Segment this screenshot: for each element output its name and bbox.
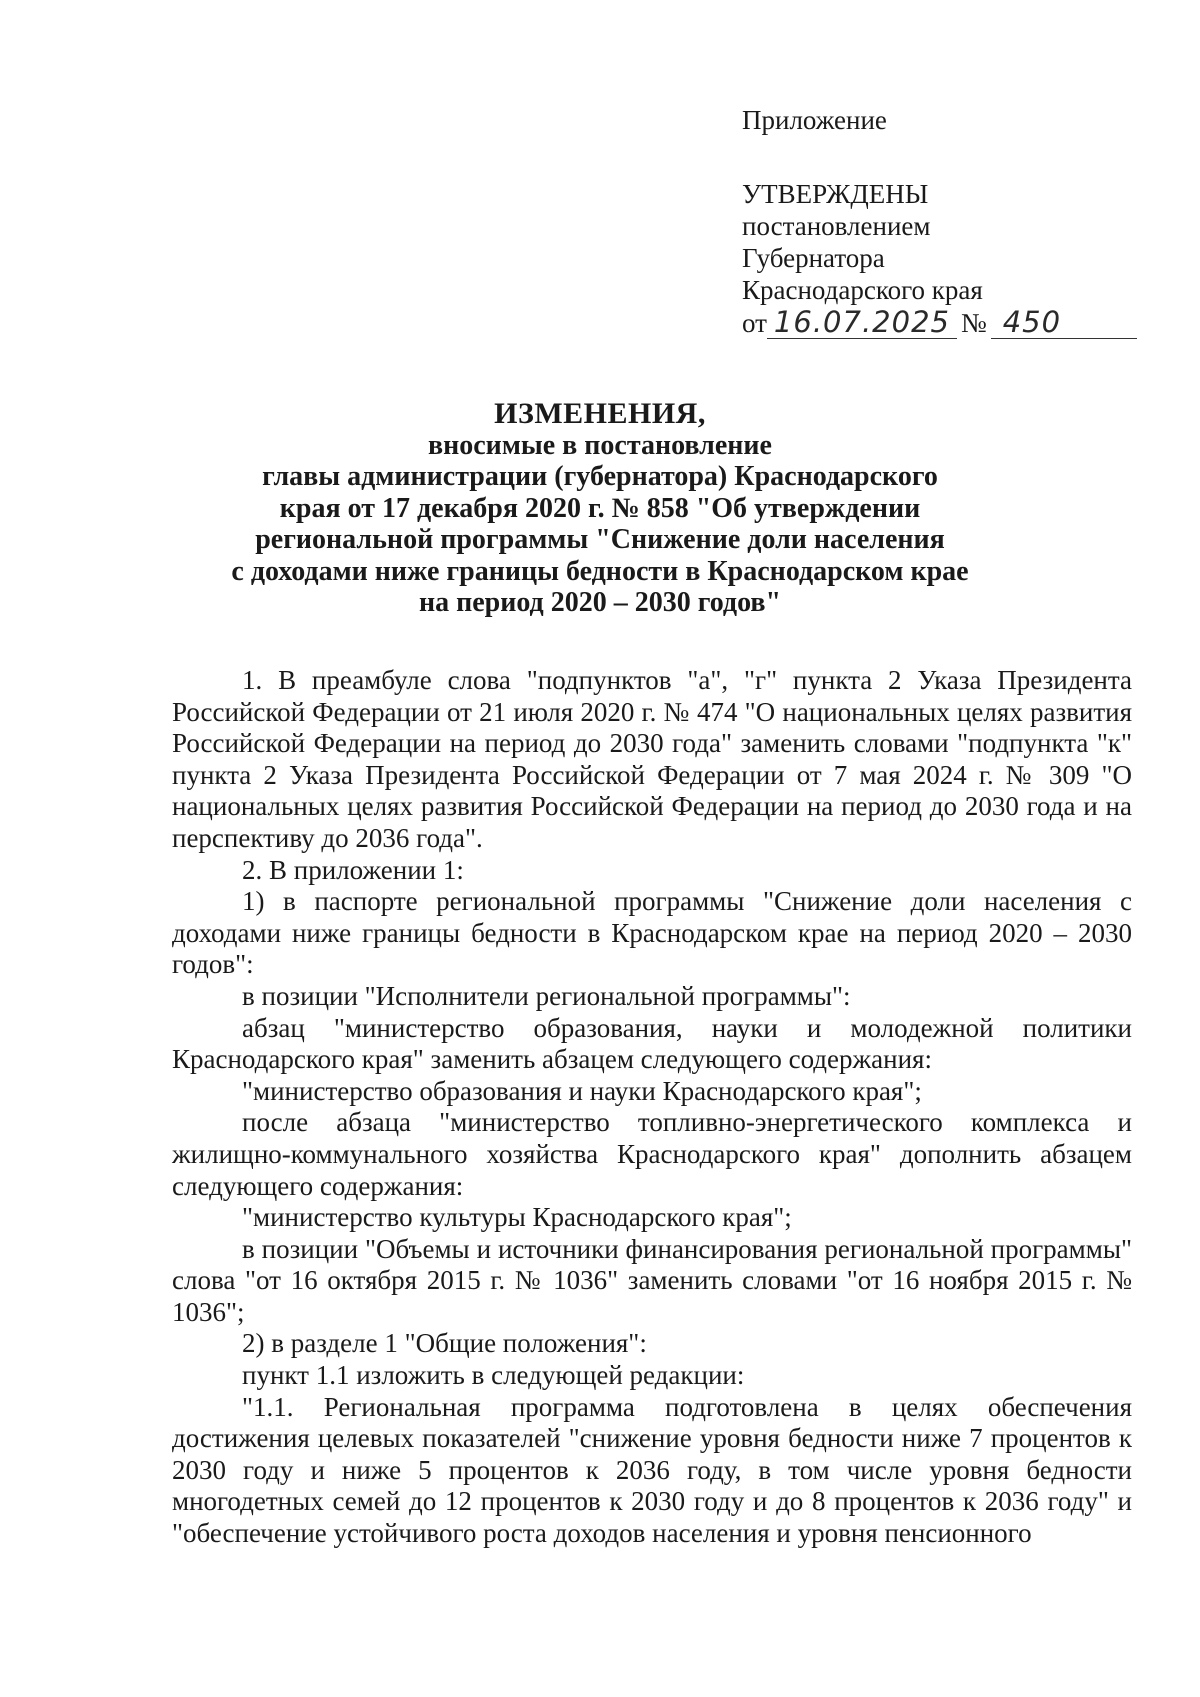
handwritten-date: 16.07.2025 (767, 306, 957, 339)
title-line: с доходами ниже границы бедности в Краснодарском крае (231, 555, 969, 587)
number-label: № (960, 308, 987, 338)
paragraph: после абзаца "министерство топливно-энергетического комплекса и жилищно-коммунального хозяйства Краснодарского края" дополнить абзацем следующего содержания: (172, 1107, 1132, 1201)
paragraph: "министерство культуры Краснодарского края"; (242, 1202, 792, 1233)
paragraph: "1.1. Региональная программа подготовлена в целях обеспечения достижения целевых показателей "снижение уровня бедности ниже 7 процентов к 2030 году и ниже 5 процентов к 2036 году, в том числе уровня бедности многодетных семей до 12 процентов к 2030 году и до 8 процентов к 2036 году" и "обеспечение устойчивого роста доходов населения и уровня пенсионного (172, 1391, 1132, 1549)
approval-date-row (742, 306, 1142, 339)
title-line: края от 17 декабря 2020 г. № 858 "Об утверждении (279, 492, 921, 524)
paragraph: 2) в разделе 1 "Общие положения": (242, 1328, 647, 1359)
title-line: региональной программы "Снижение доли населения (255, 524, 945, 555)
document-body (172, 665, 1132, 1550)
paragraph: 1. В преамбуле слова "подпунктов "а", "г" пункта 2 Указа Президента Российской Федерации от 21 июля 2020 г. № 474 "О национальных целях развития Российской Федерации на период до 2030 года" заменить словами "подпункта "к" пункта 2 Указа Президента Российской Федерации от 7 мая 2024 г. № 309 "О национальных целях развития Российской Федерации на период до 2030 года и на перспективу до 2036 года". (172, 665, 1132, 853)
handwritten-number: 450 (991, 306, 1137, 339)
approval-line-3: Краснодарского края (742, 275, 983, 305)
title-line: на период 2020 – 2030 годов" (418, 587, 782, 618)
approved-label: УТВЕРЖДЕНЫ (742, 179, 929, 209)
date-prefix: от (742, 308, 767, 338)
paragraph: в позиции "Объемы и источники финансирования региональной программы" слова "от 16 октября 2015 г. № 1036" заменить словами "от 16 ноября 2015 г. № 1036"; (172, 1233, 1132, 1327)
title-line: главы администрации (губернатора) Краснодарского (262, 461, 938, 492)
paragraph: 1) в паспорте региональной программы "Снижение доли населения с доходами ниже границы бедности в Краснодарском крае на период 2020 – 2030 годов": (172, 886, 1132, 980)
paragraph: "министерство образования и науки Краснодарского края"; (242, 1075, 922, 1106)
approval-stamp (742, 104, 1142, 339)
paragraph: 2. В приложении 1: (242, 854, 464, 885)
title-main: ИЗМЕНЕНИЯ, (494, 397, 706, 430)
appendix-label: Приложение (742, 105, 887, 135)
approval-line-1: постановлением (742, 211, 931, 241)
paragraph: абзац "министерство образования, науки и молодежной политики Краснодарского края" заменить абзацем следующего содержания: (172, 1012, 1132, 1075)
title-line: вносимые в постановление (428, 429, 772, 461)
paragraph: в позиции "Исполнители региональной программы": (242, 980, 851, 1011)
approval-line-2: Губернатора (742, 243, 885, 273)
document-title (180, 398, 1020, 619)
paragraph: пункт 1.1 изложить в следующей редакции: (242, 1360, 745, 1391)
